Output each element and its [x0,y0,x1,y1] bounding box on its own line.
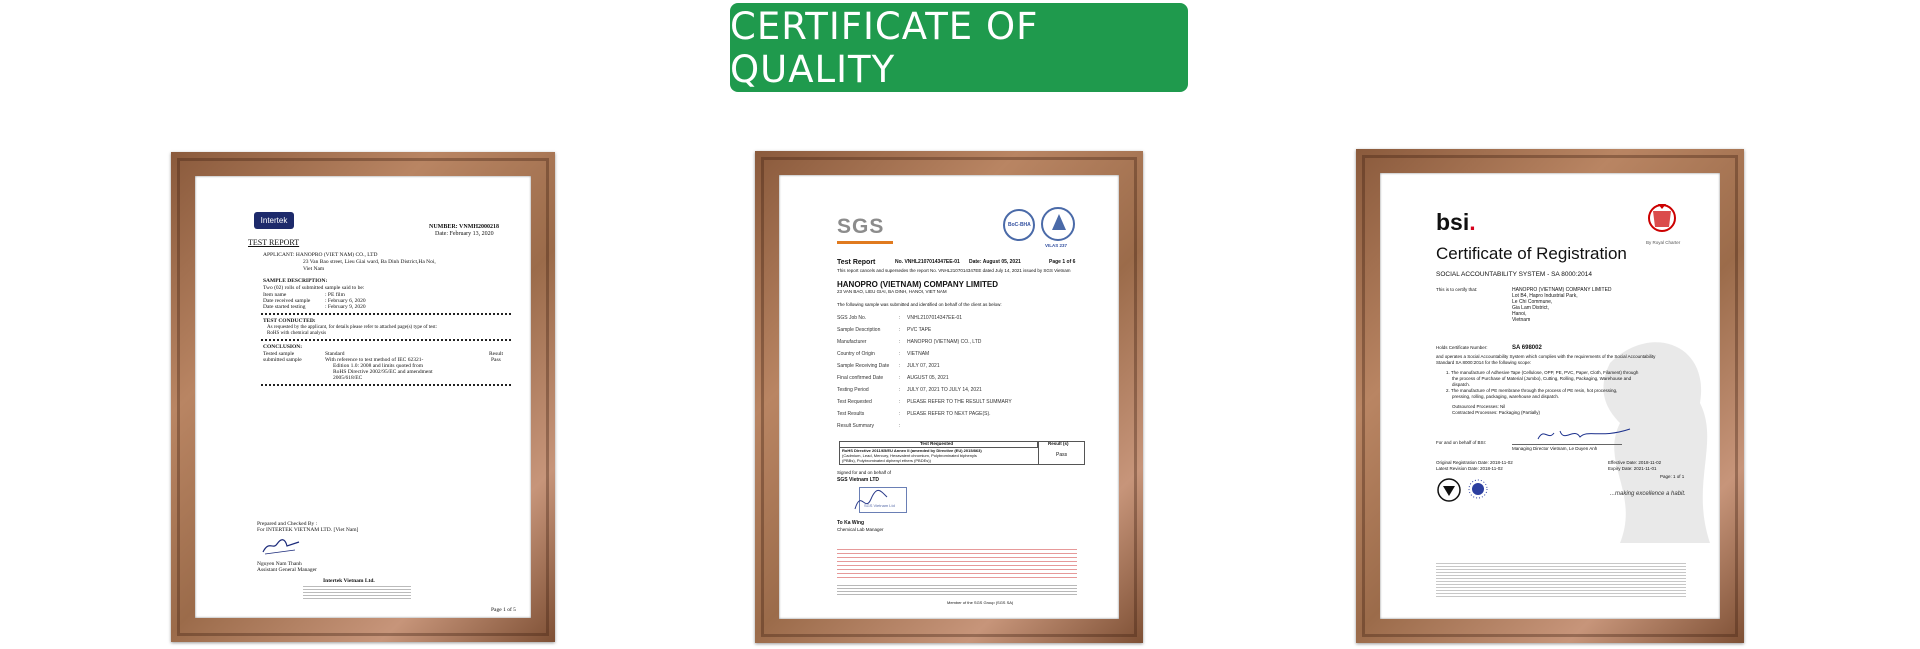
signature-line [1512,444,1622,445]
conducted-heading: TEST CONDUCTED: [263,318,316,324]
info-label: Test Requested [837,399,872,405]
info-label: Sample Description [837,327,881,333]
divider [261,384,511,386]
bsi-logo-dot: . [1469,209,1476,235]
table-test-3: (PBBs), Polybrominated diphenyl ethers (PBDEs)) [842,458,931,463]
info-value: PLEASE REFER TO THE RESULT SUMMARY [907,399,1012,405]
info-label: Result Summary [837,423,874,429]
col-standard: Standard [325,351,345,357]
info-value: JULY 07, 2021 [907,363,940,369]
signature-image [261,534,301,556]
conclusion-heading: CONCLUSION: [263,344,303,350]
signed-company: SGS Vietnam LTD [837,477,880,483]
scope-item-cont: the process of Purchase of Material (Jumbo), Cutting, Rolling, Packaging, Warehouse and [1452,376,1632,381]
outsourced: Outsourced Processes: Nil [1452,404,1506,409]
table-test-2: (Cadmium, Lead, Mercury, Hexavalent chromium, Polybrominated biphenyls [842,453,977,458]
signed-line: Signed for and on behalf of [837,470,892,475]
footer-address-print [837,585,1077,595]
info-value: PVC TAPE [907,327,932,333]
contracted: Contracted Processes: Packaging (Partially) [1452,410,1541,415]
signer-title: Managing Director Vietnam, Le Duyen Anh [1512,446,1598,451]
conducted-line-2: RoHS with chemical analysis [267,331,327,336]
info-row: Result Summary : [837,423,901,429]
signer-title: Chemical Lab Manager [837,527,884,532]
scope-item: 1. The manufacture of Adhesive Tape (Cellulose, OPP, PE, PVC, Paper, Cloth, Filament) through [1446,370,1639,375]
col-result: Result [489,351,504,357]
row-standard-4: 2005/618/EC [333,375,363,381]
report-number: NUMBER: VNMH2000218 [429,224,500,230]
company-address-4: Hanoi, [1512,311,1527,317]
received-label: Date received sample [263,298,311,304]
effective-date: Effective Date: 2018-11-02 [1608,460,1662,465]
info-value: JULY 07, 2021 TO JULY 14, 2021 [907,387,982,393]
footer-company: Intertek Vietnam Ltd. [323,578,375,584]
signer-name: To Ka Wing [837,520,865,526]
info-value: PLEASE REFER TO NEXT PAGE(S). [907,411,991,417]
info-value: VNHL2107014347EE-01 [907,315,963,321]
sgs-logo: SGS [837,215,885,238]
report-number: No. VNHL2107014347EE-01 [895,259,960,265]
scope-item-2: 2. The manufacture of PE membrane through the process of PE resin, hot processing, [1446,388,1618,393]
sample-heading: SAMPLE DESCRIPTION: [263,278,328,284]
info-label: Test Results [837,411,865,417]
result-table [839,441,1085,465]
divider [261,339,511,341]
vilas-seal-icon [1041,207,1075,241]
bsi-logo [1436,209,1476,236]
seal-label: BoC-BHA [1008,222,1031,228]
info-row: Manufacturer : HANOPRO (VIETNAM) CO., LTD [837,339,982,345]
info-label: Final confirmed Date [837,375,884,381]
report-date: Date: August 05, 2021 [969,259,1021,265]
accreditation-mark-icon [1468,479,1488,499]
certify-line: This is to certify that: [1436,287,1478,292]
row-result: Pass [491,357,501,363]
table-result: Pass [1056,452,1068,458]
stamp-text: SGS Vietnam Ltd [864,503,895,508]
royal-crest-icon [1641,201,1683,239]
bsi-logo-text: bsi [1436,209,1470,235]
received-value: : February 6, 2020 [325,298,366,304]
expiry-date: Expiry Date: 2021-11-01 [1608,466,1657,471]
company-address-2: Le Chi Commune, [1512,299,1553,305]
info-label: Country of Origin [837,351,875,357]
table-head-test: Test Requested [920,441,954,446]
company-address-3: Gia Lam District, [1512,305,1549,311]
certificate-title: Certificate of Registration [1436,244,1627,263]
vilas-label: VILAS 237 [1045,243,1068,248]
item-label: Item name [263,292,287,298]
info-value: AUGUST 05, 2021 [907,375,949,381]
certificate-banner [730,3,1188,92]
info-label: Sample Receiving Date [837,363,890,369]
operates-line: and operates a Social Accountability System which complies with the requirements of the Social Accountability [1436,354,1656,359]
table-test: RoHS Directive 2011/65/EU Annex II (amended by Directive (EU) 2015/863) [842,448,982,453]
crest-caption: By Royal Charter [1646,240,1681,245]
conducted-line: As requested by the applicant, for details please refer to attached page(s) type of test: [267,325,438,330]
info-label: Manufacturer [837,339,867,345]
info-value: HANOPRO (VIETNAM) CO., LTD [907,339,982,345]
operates-line-2: Standard SA 8000:2014 for the following scope: [1436,360,1532,365]
applicant-address-2: Viet Nam [303,266,325,272]
footer-member: Member of the SGS Group (SGS SA) [947,600,1014,605]
intertek-certificate-frame[interactable] [171,152,555,642]
col-tested: Tested sample [263,351,295,357]
info-label: Testing Period [837,387,869,393]
client-company: HANOPRO (VIETNAM) COMPANY LIMITED [837,280,999,289]
report-heading: TEST REPORT [248,238,300,247]
signature-image [851,485,891,515]
prepared-for: For INTERTEK VIETNAM LTD. [Viet Nam] [257,527,359,533]
divider [261,313,511,315]
intro-line: The following sample was submitted and identified on behalf of the client as below: [837,302,1002,307]
item-value: : PE film [325,292,345,298]
bsi-certificate-frame[interactable] [1356,149,1744,643]
company-address-5: Vietnam [1512,317,1531,323]
info-value: VIETNAM [907,351,930,357]
behalf-line: For and on behalf of BSI: [1436,440,1487,445]
info-row: Country of Origin : VIETNAM [837,351,930,357]
signature-image [1534,423,1634,445]
company-address: Lot B4, Hapro Industrial Park, [1512,293,1578,299]
started-label: Date started testing [263,304,306,310]
sample-line: Two (02) rolls of submitted sample said to be: [263,285,365,291]
intertek-certificate [195,176,531,618]
banner-title: CERTIFICATE OF QUALITY [730,4,1039,91]
report-heading: Test Report [837,259,876,266]
sgs-logo-bar [837,241,893,244]
footer-fine-print [1436,563,1686,599]
applicant: APPLICANT: HANOPRO (VIET NAM) CO., LTD [263,252,378,258]
revision-date: Latest Revision Date: 2018-11-02 [1436,466,1503,471]
info-row: Test Results : PLEASE REFER TO NEXT PAGE(S). [837,411,991,417]
info-label: SGS Job No. [837,315,867,321]
original-date: Original Registration Date: 2018-11-02 [1436,460,1513,465]
sgs-certificate-frame[interactable] [755,151,1143,643]
row-sample: submitted sample [263,357,302,363]
report-notice: This report cancels and supersedes the report No. VNHL2107014347EE dated July 14, 2021 issued by SGS Vietnam [837,268,1071,273]
footer-fine-print [303,586,411,600]
row-standard-3: RoHS Directive 2002/95/EC and amendment [333,369,433,375]
company-name: HANOPRO (VIETNAM) COMPANY LIMITED [1512,287,1612,293]
info-row: Sample Description : PVC TAPE [837,327,932,333]
page-number: Page 1 of 6 [1049,259,1076,265]
tagline: ...making excellence a habit. [1610,491,1686,497]
page-number: Page 1 of 5 [491,607,516,613]
page-number: Page: 1 of 1 [1660,474,1685,479]
prepared-by: Prepared and Checked By : [257,521,318,527]
info-row: Test Requested : PLEASE REFER TO THE RESULT SUMMARY [837,399,1012,405]
info-row: Testing Period : JULY 07, 2021 TO JULY 14, 2021 [837,387,982,393]
scope-item-2-cont: pressing, rolling, packaging, warehouse and dispatch. [1452,394,1560,399]
bsi-certificate [1380,173,1720,619]
footer-fine-print [837,549,1077,581]
intertek-logo: Intertek [254,212,294,229]
row-standard-2: Edition 1.0: 2008 and limits quoted from [333,363,423,369]
client-address: 23 VAN BAO, LIEU GIAI, BA DINH, HANOI, VIET NAM [837,289,947,294]
info-row: SGS Job No. : VNHL2107014347EE-01 [837,315,963,321]
system-name: SOCIAL ACCOUNTABILITY SYSTEM - SA 8000:2014 [1436,271,1592,278]
boa-seal-icon [1003,209,1035,241]
signer-title: Assistant General Manager [257,567,317,573]
info-row: Sample Receiving Date : JULY 07, 2021 [837,363,940,369]
table-head-result: Result (s) [1048,441,1069,446]
certification-mark-icon [1436,477,1462,503]
started-value: : February 9, 2020 [325,304,366,310]
holds-label: Holds Certificate Number: [1436,345,1488,350]
applicant-address: 23 Van Bao street, Lieu Giai ward, Ba Dinh District,Ha Noi, [303,259,436,265]
sgs-certificate [779,175,1119,619]
signer-name: Nguyen Nam Thanh [257,561,302,567]
info-table [837,315,1077,435]
row-standard: With reference to test method of IEC 62321- [325,357,424,363]
scope-item-cont-2: dispatch. [1452,382,1471,387]
report-date: Date: February 13, 2020 [435,231,494,237]
info-row: Final confirmed Date : AUGUST 05, 2021 [837,375,949,381]
certificate-number: SA 698002 [1512,345,1542,351]
